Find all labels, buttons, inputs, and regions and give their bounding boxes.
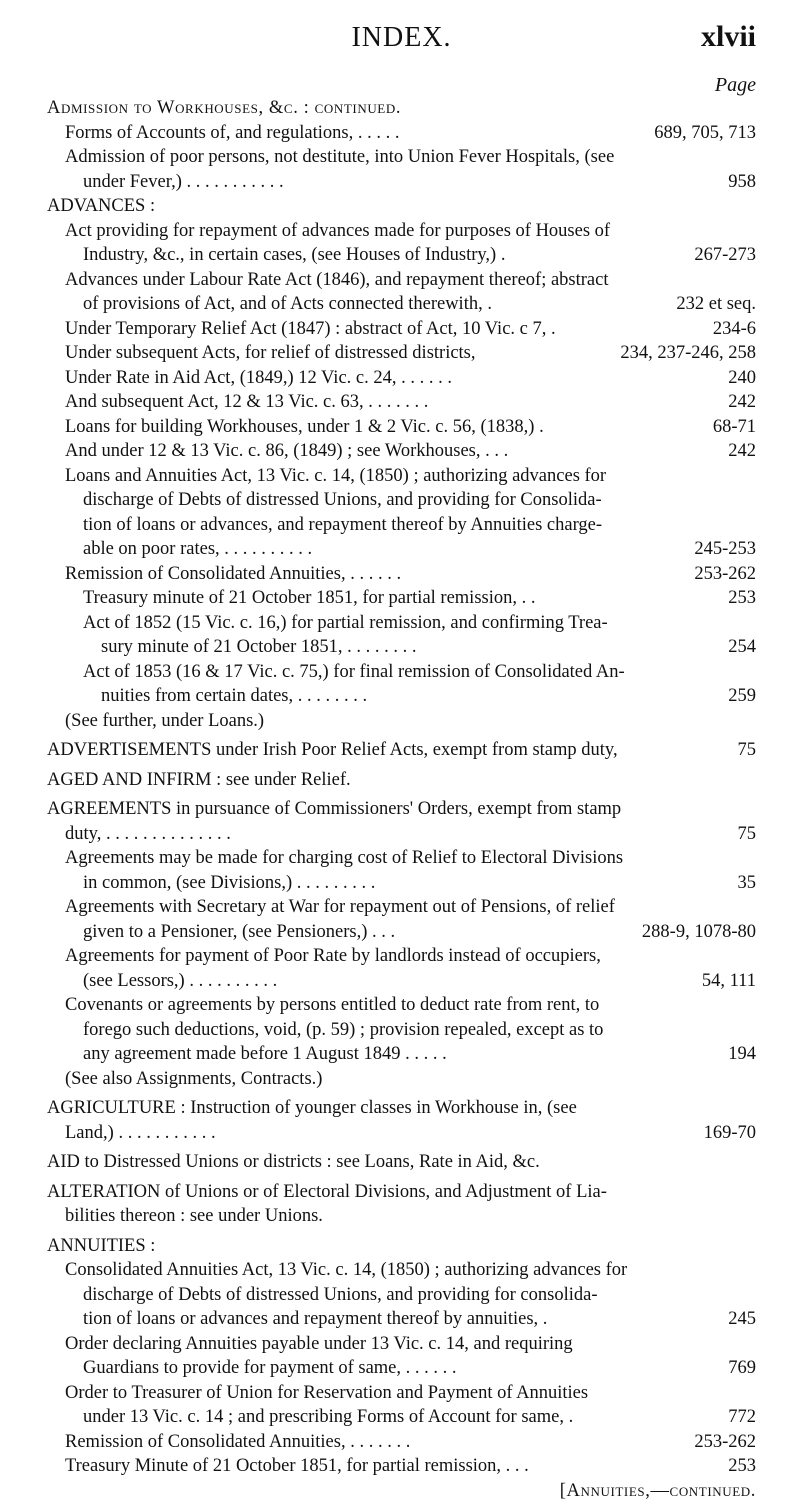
leader-dots: . . . . . . bbox=[346, 564, 402, 584]
page-reference: 242 bbox=[722, 390, 756, 415]
leader-dots: . . . . . . . . . . . . . . bbox=[101, 824, 231, 844]
sub-entry-text: Land,) bbox=[65, 1123, 114, 1143]
leader-dots: . bbox=[534, 417, 543, 437]
sub-entry bbox=[47, 1042, 756, 1067]
leader-dots: . . . . . . . bbox=[364, 392, 429, 412]
sub-entry-text: under Fever,) bbox=[83, 172, 182, 192]
sub-entry bbox=[47, 1356, 756, 1381]
entry-heading: Admission to Workhouses, &c. : continued. bbox=[47, 96, 756, 121]
leader-dots: . . . . . bbox=[400, 1044, 446, 1064]
sub-entry-text: Advances under Labour Rate Act (1846), and repayment thereof; abstract bbox=[47, 268, 756, 293]
leader-dots: . bbox=[496, 245, 505, 265]
sub-entry-text: sury minute of 21 October 1851, bbox=[101, 637, 343, 657]
leader-dots: . . . . . . . . bbox=[293, 686, 367, 706]
entry-heading: ANNUITIES : bbox=[47, 1234, 756, 1259]
index-entries bbox=[47, 96, 756, 1503]
sub-entry-text: Industry, &c., in certain cases, (see Houses of Industry,) bbox=[83, 245, 496, 265]
sub-entry-text: Agreements with Secretary at War for repayment out of Pensions, of relief bbox=[47, 895, 756, 920]
page-reference: 267-273 bbox=[688, 243, 756, 268]
sub-entry-text: Order declaring Annuities payable under 13 Vic. c. 14, and requiring bbox=[47, 1332, 756, 1357]
running-head bbox=[47, 0, 756, 62]
sub-entry-text: Treasury Minute of 21 October 1851, for partial remission, bbox=[65, 1456, 501, 1476]
running-head-title: INDEX. bbox=[47, 22, 756, 54]
sub-entry bbox=[47, 1430, 756, 1455]
entry-agriculture bbox=[47, 1096, 756, 1145]
sub-entry-text: tion of loans or advances, and repayment thereof by Annuities charge- bbox=[47, 513, 756, 538]
sub-entry-text: And under 12 & 13 Vic. c. 86, (1849) ; see Workhouses, bbox=[65, 441, 480, 461]
sub-entry-text: Under Rate in Aid Act, (1849,) 12 Vic. c. 24, bbox=[65, 368, 397, 388]
leader-dots: . . . . . . . . . . bbox=[185, 971, 278, 991]
entry-agreements bbox=[47, 797, 756, 1091]
sub-entry bbox=[47, 292, 756, 317]
leader-dots: . bbox=[483, 294, 492, 314]
sub-entry-text: Agreements for payment of Poor Rate by landlords instead of occupiers, bbox=[47, 944, 756, 969]
entry-advances bbox=[47, 194, 756, 733]
running-head-page-number: xlvii bbox=[701, 20, 756, 54]
leader-dots: . . . . . . . . . . bbox=[220, 539, 313, 559]
leader-dots: . . bbox=[517, 588, 536, 608]
sub-entry bbox=[47, 317, 756, 342]
sub-entry bbox=[47, 822, 756, 847]
entry-aged-and-infirm: AGED AND INFIRM : see under Relief. bbox=[47, 768, 756, 793]
sub-entry-text: discharge of Debts of distressed Unions, and providing for Consolida- bbox=[47, 488, 756, 513]
leader-dots: . bbox=[564, 1407, 573, 1427]
page-reference: 35 bbox=[732, 871, 757, 896]
sub-entry bbox=[47, 684, 756, 709]
sub-entry bbox=[47, 439, 756, 464]
sub-entry-text: And subsequent Act, 12 & 13 Vic. c. 63, bbox=[65, 392, 364, 412]
leader-dots: . . . . . . bbox=[401, 1358, 457, 1378]
entry-annuities bbox=[47, 1234, 756, 1479]
cross-reference: (See further, under Loans.) bbox=[47, 709, 756, 734]
page-reference: 232 et seq. bbox=[670, 292, 756, 317]
sub-entry-text: Forms of Accounts of, and regulations, bbox=[65, 123, 353, 143]
page-reference: 689, 705, 713 bbox=[648, 121, 756, 146]
sub-entry bbox=[47, 341, 756, 366]
sub-entry-text: in common, (see Divisions,) bbox=[83, 873, 292, 893]
entry-advertisements bbox=[47, 738, 756, 763]
entry-heading: AGRICULTURE : Instruction of younger classes in Workhouse in, (see bbox=[47, 1096, 756, 1121]
sub-entry-text: Order to Treasurer of Union for Reservation and Payment of Annuities bbox=[47, 1381, 756, 1406]
sub-entry-text: Loans for building Workhouses, under 1 & 2 Vic. c. 56, (1838,) bbox=[65, 417, 534, 437]
sub-entry-text: bilities thereon : see under Unions. bbox=[47, 1204, 756, 1229]
leader-dots: . . . . . bbox=[353, 123, 399, 143]
page-reference: 253 bbox=[722, 586, 756, 611]
entry-text: ADVERTISEMENTS under Irish Poor Relief Acts, exempt from stamp duty, bbox=[47, 738, 732, 763]
sub-entry bbox=[47, 1307, 756, 1332]
sub-entry-text: of provisions of Act, and of Acts connected therewith, bbox=[83, 294, 483, 314]
leader-dots: . . . bbox=[367, 922, 395, 942]
page-column-label: Page bbox=[47, 74, 756, 96]
sub-entry bbox=[47, 366, 756, 391]
sub-entry-text: Covenants or agreements by persons entitled to deduct rate from rent, to bbox=[47, 993, 756, 1018]
sub-entry-text: Remission of Consolidated Annuities, bbox=[65, 1432, 346, 1452]
leader-dots: . . . . . . . . . . . bbox=[182, 172, 284, 192]
sub-entry-text: Guardians to provide for payment of same, bbox=[83, 1358, 401, 1378]
leader-dots: . . . bbox=[501, 1456, 529, 1476]
leader-dots: . bbox=[546, 319, 555, 339]
sub-entry-text: forego such deductions, void, (p. 59) ; provision repealed, except as to bbox=[47, 1018, 756, 1043]
sub-entry bbox=[47, 415, 756, 440]
sub-entry bbox=[47, 537, 756, 562]
sub-entry bbox=[47, 1405, 756, 1430]
sub-entry bbox=[47, 562, 756, 587]
sub-entry-text: Act providing for repayment of advances made for purposes of Houses of bbox=[47, 219, 756, 244]
leader-dots: . . . . . . . . bbox=[343, 637, 417, 657]
sub-entry bbox=[47, 586, 756, 611]
sub-entry bbox=[47, 871, 756, 896]
page-reference: 772 bbox=[722, 1405, 756, 1430]
entry-aid: AID to Distressed Unions or districts : see Loans, Rate in Aid, &c. bbox=[47, 1150, 756, 1175]
page-reference: 245 bbox=[722, 1307, 756, 1332]
leader-dots: . bbox=[538, 1309, 547, 1329]
sub-entry-text: under 13 Vic. c. 14 ; and prescribing Forms of Account for same, bbox=[83, 1407, 564, 1427]
sub-entry bbox=[47, 121, 756, 146]
entry-alteration bbox=[47, 1180, 756, 1229]
page-reference: 194 bbox=[722, 1042, 756, 1067]
page-reference: 68-71 bbox=[707, 415, 756, 440]
page-reference: 234-6 bbox=[707, 317, 756, 342]
page-reference: 253 bbox=[722, 1454, 756, 1479]
sub-entry bbox=[47, 1454, 756, 1479]
entry-heading: ALTERATION of Unions or of Electoral Divisions, and Adjustment of Lia- bbox=[47, 1180, 756, 1205]
cross-reference: (See also Assignments, Contracts.) bbox=[47, 1067, 756, 1092]
page-reference: 254 bbox=[722, 635, 756, 660]
sub-entry-text: Treasury minute of 21 October 1851, for partial remission, bbox=[83, 588, 517, 608]
sub-entry bbox=[47, 243, 756, 268]
sub-entry bbox=[47, 1121, 756, 1146]
page-reference: 769 bbox=[722, 1356, 756, 1381]
sub-entry-text: nuities from certain dates, bbox=[101, 686, 293, 706]
sub-entry-text: Remission of Consolidated Annuities, bbox=[65, 564, 346, 584]
page-reference: 240 bbox=[722, 366, 756, 391]
page-reference: 75 bbox=[732, 738, 757, 763]
page-reference: 54, 111 bbox=[696, 969, 756, 994]
page-reference: 253-262 bbox=[688, 1430, 756, 1455]
sub-entry bbox=[47, 170, 756, 195]
page-reference: 259 bbox=[722, 684, 756, 709]
sub-entry-text: (see Lessors,) bbox=[83, 971, 185, 991]
leader-dots: . . . . . . . . . . . bbox=[114, 1123, 216, 1143]
sub-entry-text: Act of 1853 (16 & 17 Vic. c. 75,) for final remission of Consolidated An- bbox=[47, 660, 756, 685]
sub-entry-text: Loans and Annuities Act, 13 Vic. c. 14, (1850) ; authorizing advances for bbox=[47, 464, 756, 489]
sub-entry bbox=[47, 390, 756, 415]
sub-entry-text: Admission of poor persons, not destitute, into Union Fever Hospitals, (see bbox=[47, 145, 756, 170]
leader-dots: . . . . . . . . . bbox=[292, 873, 375, 893]
sub-entry-text: Under Temporary Relief Act (1847) : abstract of Act, 10 Vic. c 7, bbox=[65, 319, 546, 339]
sub-entry-text: able on poor rates, bbox=[83, 539, 220, 559]
leader-dots: . . . bbox=[480, 441, 508, 461]
sub-entry bbox=[47, 969, 756, 994]
page-reference: 288-9, 1078-80 bbox=[636, 920, 756, 945]
entry-admission-continued bbox=[47, 96, 756, 194]
leader-dots: . . . . . . . bbox=[346, 1432, 411, 1452]
page-reference: 253-262 bbox=[688, 562, 756, 587]
page-reference: 958 bbox=[722, 170, 756, 195]
page-reference: 75 bbox=[732, 822, 757, 847]
entry-heading: AGREEMENTS in pursuance of Commissioners' Orders, exempt from stamp bbox=[47, 797, 756, 822]
page-reference: 234, 237-246, 258 bbox=[614, 341, 756, 366]
sub-entry-text: tion of loans or advances and repayment thereof by annuities, bbox=[83, 1309, 538, 1329]
leader-dots: . . . . . . bbox=[397, 368, 453, 388]
page-reference: 245-253 bbox=[688, 537, 756, 562]
page-reference: 169-70 bbox=[698, 1121, 756, 1146]
sub-entry-text: Consolidated Annuities Act, 13 Vic. c. 14, (1850) ; authorizing advances for bbox=[47, 1258, 756, 1283]
sub-entry-text: Under subsequent Acts, for relief of distressed districts, bbox=[65, 341, 614, 366]
catchword: [Annuities,—continued. bbox=[47, 1479, 756, 1503]
entry-heading: ADVANCES : bbox=[47, 194, 756, 219]
sub-entry-text: Agreements may be made for charging cost of Relief to Electoral Divisions bbox=[47, 846, 756, 871]
sub-entry-text: given to a Pensioner, (see Pensioners,) bbox=[83, 922, 367, 942]
sub-entry-text: any agreement made before 1 August 1849 bbox=[83, 1044, 400, 1064]
sub-entry bbox=[47, 920, 756, 945]
sub-entry-text: Act of 1852 (15 Vic. c. 16,) for partial remission, and confirming Trea- bbox=[47, 611, 756, 636]
sub-entry bbox=[47, 635, 756, 660]
sub-entry-text: duty, bbox=[65, 824, 101, 844]
sub-entry-text: discharge of Debts of distressed Unions, and providing for consolida- bbox=[47, 1283, 756, 1308]
page-reference: 242 bbox=[722, 439, 756, 464]
